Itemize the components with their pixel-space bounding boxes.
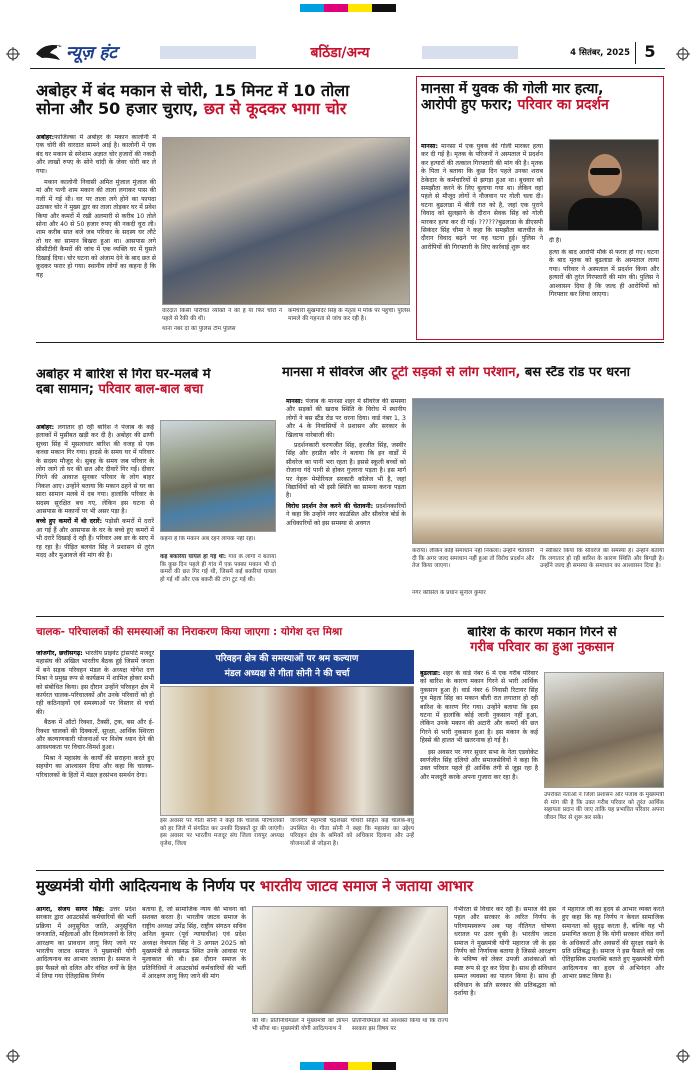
story6-headline [420,626,664,666]
story3-caption-b-text: गांव के लोगों ने बताया कि कुछ दिन पहले ही गांव में एक पक्का मकान भी दो कमरों की छत गिर गई थी, जिसमें कई बकरियां घायल हो गई थीं और एक बकरी की टांग टूट गई थी। [160,554,276,583]
story1-photo [162,137,410,305]
story3-body1: लगातार हो रही बारिश ने पंजाब के कई इलाकों में मुसीबत खड़ी कर दी है। अबोहर की ढाणी सुच्चा सिंह में मूसलाधार बारिश की वजह से एक कच्चा मकान गिर गया। हादसे के समय घर में परिवार के सदस्य मौजूद थे। सुबह के समय जब परिवार के लोग जागे तो घर की छत और दीवारें गिर गईं। दीवार गिरने की आवाज सुनकर परिवार के लोग बाहर निकल आए। उन्होंने बताया कि मकान ढहने से घर का सारा सामान मलबे में दब गया। हालांकि परिवार के सदस्य सुरक्षित बच गए, लेकिन इस घटना से आसपास के मकानों पर भी असर पड़ा है। [36,424,154,516]
story-budhlada-house [420,620,664,866]
story4-subhead: विरोध प्रदर्शन तेज करने की चेतावनी: [286,502,374,510]
color-bar-top [300,4,396,12]
story4-headline-b: बस स्टैंड रोड पर धरना [524,366,631,380]
story3-headline-line1: अबोहर में बारिश से गिरा घर-मलबे में [36,368,211,382]
story6-body2: इस अवसर पर नगर सुधार सभा के नेता एडवोकेट स्वर्णजीत सिंह दलियो और समाजसेवियों ने कहा कि उक्त परिवार पहले ही आर्थिक तंगी से जूझ रहा है और मजदूरी करके अपना गुजारा कर रहा है। [420,748,538,781]
story3-headline-line2: दबा सामान; [36,381,94,397]
story2-dateline: मानसा: [421,143,438,150]
story4-body1: पंजाब के मानसा शहर में सीवरेज की समस्या और सड़कों की खराब स्थिति के विरोध में स्थानीय लोगों ने बस स्टैंड रोड पर धरना दिया। वार्ड नंबर 1, 3 और 4 के निवासियों ने प्रशासन और सरकार के खिलाफ नारेबाजी की। [286,398,406,439]
story7-photo [252,906,448,1014]
story1-body2: मकान कालोनी निवासी अमित मुंजाल मुंजाल की मां और पत्नी शाम मकान की ताला लगाकर पास की गली में गई थी। घर पर ताला लगे होने का फायदा उठाकर चोर ने मुख्य द्वार का ताला तोड़कर घर में प्रवेश किया और कमरों में रखी अलमारी से करीब 10 तोले सोना और 40 से 50 हजार रुपए की नकदी चुरा ली। शाम करीब सात बजे जब परिवार के सदस्य घर लौटे तो घर का सामान बिखरा हुआ था। आसपास लगे सीसीटीवी कैमरों की जांच में एक व्यक्ति घर में घुसते दिखाई दिया। चोर घटना को अंजाम देने के बाद छत से कूदकर फरार हो गया। स्थानीय लोगों का कहना है कि यह [36,179,156,279]
story7-col4: ने महाराज जी का हृदय से आभार व्यक्त करते हुए कहा कि यह निर्णय न केवल सामाजिक समानता को सुदृढ़ करता है, बल्कि यह भी प्रमाणित करता है कि योगी सरकार वंचित वर्गों के अधिकारों और अवसरों की सुरक्षा रखने के प्रति प्रतिबद्ध है। समाज ने इस फैसले को एक ऐतिहासिक उपलब्धि बताते हुए मुख्यमंत्री योगी आदित्यनाथ का हृदय से अभिनंदन और आभार प्रकट किया है। [562,906,664,981]
story3-column [36,424,154,610]
story5-body2: बैठक में ऑटो रिक्शा, टैक्सी, ट्रक, बस और ई-रिक्शा चालकों की दिक्कतों, सुरक्षा, आर्थिक स्थिरता और कल्याणकारी योजनाओं पर विशेष ध्यान देने की आवश्यकता पर विचार-विमर्श हुआ। [36,719,154,752]
story5-headline: चालक- परिचालकों की समस्याओं का निराकरण किया जाएगा : योगेश दत्त मिश्रा [36,626,343,638]
story2-headline-line1: मानसा में युवक की गोली मार हत्या, [421,81,604,97]
story1-caption-b: थाना नंबर दो की पुलिस टीम पुलिस [162,326,236,332]
story3-body2: पड़ोसी कमरों में दरारें आ गई हैं और आसपास के घर के बच्चे हुए कमरों में भी दरारें दिखाई दे रही हैं। परिवार अब डर के साए में रह रहा है। पीड़ित बलवंत सिंह ने प्रशासन से तुरंत मदद और मुआवजे की मांग की है। [36,518,154,560]
story6-photo [544,672,664,788]
logo-bird-icon [34,40,64,64]
story2-body2a: दी है। [549,237,562,244]
masthead-date: 4 सितंबर, 2025 [570,48,630,58]
story6-headline-red: गरीब परिवार का हुआ नुकसान [470,639,614,655]
portrait-face-shape [588,154,622,196]
story5-dateline: जांजगीर, छत्तीसगढ़: [36,650,83,657]
story3-photo [160,420,276,532]
story-mansa-sewerage [282,350,664,612]
masthead-left-band [160,46,256,59]
story-abohar-house-collapse [36,350,276,612]
story1-headline-red: छत से कूदकर भागा चोर [203,99,347,119]
story3-subhead2: कई बकरियां घायल हो गई थीं: [160,554,227,560]
color-bar-bottom [300,1062,396,1070]
story4-caption-a: कराया। लेकिन कोई समाधान नहीं निकला। उन्होंने चेतावनी दी कि अगर जल्द समाधान नहीं हुआ तो विरोध प्रदर्शन और तेज किया जाएगा। [412,548,534,570]
page-number: 5 [644,42,656,61]
portrait-glasses-shape [590,168,620,175]
story7-col3: गंभीरता से विचार कर रही है। समाज की इस पहल और सरकार के त्वरित निर्णय के परिणामस्वरूप अब यह नीतिगत घोषणा धरातल पर उतर चुकी है। भारतीय जाटव समाज ने मुख्यमंत्री योगी महाराज जी के इस निर्णय को निर्णायक बताया है जिससे आरक्षण के भविष्य को लेकर उपजी आशंकाओं को स्पष्ट रूप से दूर कर दिया है। साथ ही संविधान सम्मत व्यवस्था का पालन किया है। साथ ही संविधान के प्रति सरकार की प्रतिबद्धता को दर्शाया है। [454,906,556,998]
row-divider-2 [36,616,664,617]
story-abohar-theft [36,82,412,336]
story4-headline [282,366,664,388]
story5-banner-line2: मंडल अध्यक्ष से गीता सोनी ने की चर्चा [224,669,350,679]
story4-caption-c: ने स्वीकार किया कि सीवरेज की समस्या है। उन्होंने बताया कि लगातार हो रही बारिश के कारण स्थिति और बिगड़ी है। उन्होंने जल्द ही समस्या के समाधान का आश्वासन दिया है। [540,548,664,570]
masthead-right-band [422,46,518,59]
story6-body1: शहर के वार्ड नंबर 6 में एक गरीब परिवार को बारिश के कारण मकान गिरने से भारी आर्थिक नुकसान हुआ है। वार्ड नंबर 6 निवासी रिटायर सिंह पुत्र मेहता सिंह का मकान बीती रात लगातार हो रही बारिश के कारण गिर गया। उन्होंने बताया कि इस घटना में हालांकि कोई जानी नुकसान नहीं हुआ, लेकिन उनके मकान की अटारी और कमरों की छत गिरने से भारी नुकसान हुआ है। इस मकान के कई हिस्से की हालत भी खतरनाक हो गई है। [420,670,538,745]
story7-caption-b: प्रतिनिधिमंडल को आश्वस्त किया था कि राज्य सरकार इस विषय पर [352,1018,448,1032]
registration-mark-right [676,46,690,60]
story2-body1: मानसा में एक युवक की गोली मारकर हत्या कर दी गई है। मृतक के परिजनों ने अस्पताल में प्रदर्शन कर हत्यारों की तत्काल गिरफ्तारी की मांग की है। मृतक के पिता ने बताया कि कुछ दिन पहले उनका शराब ठेकेदार के कर्मचारियों से झगड़ा हुआ था। बुधवार को समझौता करने के लिए बुलाया गया था। लेकिन वहां पहले से मौजूद लोगों ने नौजवान पर गोली चला दी। घटना बुढलाडा में बीती रात को है, जहां एक पुराने विवाद को सुलझाने के दौरान सेवक सिंह को गोली मारकर हत्या कर दी गई। ??????बुढलाडा के डीएसपी सिकंदर सिंह चीमा ने कहा कि समझौता बातचीत के दौरान विवाद बढ़ने पर यह घटना हुई। पुलिस ने आरोपियों की गिरफ्तारी के लिए कार्रवाई शुरू कर [421,143,543,251]
story3-headline [36,368,276,414]
story5-column [36,650,154,864]
story3-caption-b [160,554,276,610]
row-divider-3 [36,870,664,871]
portrait-body-shape [568,198,642,231]
story7-col1 [36,906,136,1040]
row-divider-1 [36,342,664,343]
story6-caption: उपरोक्त नेताओं ने जिला प्रशासन और पंजाब के मुख्यमंत्री से मांग की है कि उक्त गरीब परिवार को तुरंत आर्थिक सहायता प्रदान की जाए ताकि यह प्रभावित परिवार अपना जीवन फिर से शुरू कर सके। [544,792,664,821]
masthead [0,34,696,80]
story1-dateline: अबोहर: [36,134,55,141]
story4-headline-a: मानसा में सीवरेज और [282,366,387,380]
story4-caption-b: नगर कौंसिल के प्रधान सुनील कुमार [412,590,486,596]
registration-mark-left [6,46,20,60]
story-transport-workers [36,620,416,866]
masthead-logo: न्यूज़ हंट [66,43,118,63]
story6-headline-line1: बारिश के कारण मकान गिरने से [467,626,617,640]
story7-col2: बताया है, जो सामाजिक न्याय की भावना को सशक्त करता है। भारतीय जाटव समाज के राष्ट्रीय अध्यक्ष उपेंद्र सिंह, राष्ट्रीय संगठन सचिव अनिल कुमार (पूर्व न्यायाधीश) एवं प्रदेश अध्यक्ष नेत्रपाल सिंह ने 3 अगस्त 2025 को मुख्यमंत्री से लखनऊ स्थित उनके आवास पर मुलाकात की थी। इस दौरान समाज के प्रतिनिधियों ने आउटसोर्स कर्मचारियों की भर्ती में आरक्षण लागू किए जाने की मांग [142,906,246,981]
story2-headline-red: परिवार का प्रदर्शन [517,97,609,114]
story6-column [420,670,538,864]
story-mansa-murder [416,76,664,340]
story3-dateline: अबोहर: [36,424,55,431]
story7-col1-text: उत्तर प्रदेश सरकार द्वारा आउटसोर्स कर्मचारियों की भर्ती प्रक्रिया में अनुसूचित जाति, अनुसूचित जनजाति, महिलाओं और दिव्यांगजनों के लिए आरक्षण का प्रावधान लागू किए जाने पर भारतीय जाटव समाज ने मुख्यमंत्री योगी आदित्यनाथ का आभार जताया है। समाज ने इस फैसले को दलित और वंचित वर्गों के हित में लिया गया ऐतिहासिक निर्णय [36,906,136,981]
masthead-section: बठिंडा/अन्य [310,45,370,61]
story7-dateline: आगरा, संजय सागर सिंह: [36,906,105,913]
story4-body3: प्रदर्शनकारियों ने कहा कि उन्होंने नगर काउंसिल और सीवरेज बोर्ड के अधिकारियों को इस समस्या से अवगत [286,502,406,527]
story2-headline [421,81,661,129]
story5-body1: भारतीय प्राइवेट ट्रांसपोर्ट मजदूर महासंघ की अखिल भारतीय बैठक हुई जिसमें जनता में बने सड़क परिवहन मंडल के अध्यक्ष योगेश दत्त मिश्रा ने प्रमुख रूप से कार्यक्रम में शामिल होकर सभी को संबोधित किया। इस दौरान उन्होंने परिवहन क्षेत्र में कार्यरत चालक-परिचालकों और उनके परिवारों को हो रही कठिनाइयों एवं समस्याओं पर विस्तार से चर्चा की। [36,650,154,716]
story1-headline [36,82,412,130]
story5-photo [160,686,414,816]
story2-column [421,143,543,337]
story5-banner [160,650,414,684]
story1-body1: फाजिल्का में अबोहर के मकान कालोनी में एक चोरी की वारदात सामने आई है। कालोनी में एक बंद घर मकान से सरेशाम अज्ञात चोर हजारों की नकदी और लाखों रुपए के सोने चांदी के जेवर चोरी कर ले गया। [36,134,156,175]
story-jatav-samaj [36,874,664,1044]
story4-column [286,398,406,610]
story2-portrait [549,139,659,231]
story1-caption-a: वारदात किसी परिचित व्यक्ति ने की है या फिर चोरों ने पहले से रैकी की थी। [162,308,282,322]
story5-caption-b: जांजगीर महामंत्री चंद्रशेखर चौधरी सहित कई चालक-बंधु उपस्थित थे। गीता सोनी ने कहा कि महासंघ का उद्देश्य परिवहन क्षेत्र के श्रमिकों को अधिकार दिलाना और उन्हें योजनाओं से जोड़ना है। [290,818,414,847]
story5-caption-a: इस अवसर पर गीता सोनी ने कहा कि चालक परिचालकों को हर जिले में संगठित कर उनकी दिक्कतें दूर की जाएंगी। इस अवसर पर भारतीय मजदूर संघ जिला रायपुर अध्यक्ष वृजेश, जिला [160,818,284,847]
registration-mark-bottom-left [6,1048,20,1062]
story7-headline-red: भारतीय जाटव समाज ने जताया आभार [259,878,474,895]
story1-headline-line1: अबोहर में बंद मकान से चोरी, 15 मिनट में 10 तोला [36,82,350,100]
story2-body2b: हत्या के बाद आरोपी मौके से फरार हो गए। घटना के बाद मृतक को बुढलाडा के अस्पताल लाया गया। परिवार ने अस्पताल में प्रदर्शन किया और हत्यारों की तुरंत गिरफ्तारी की मांग की। पुलिस ने आश्वासन दिया है कि जल्द ही आरोपियों को गिरफ्तार कर लिया जाएगा। [549,249,659,299]
story5-banner-line1: परिवहन क्षेत्र की समस्याओं पर श्रम कल्याण [215,654,359,664]
story4-dateline: मानसा: [286,398,303,405]
story5-body3: मिश्रा ने महासंघ के कार्यों की सराहना करते हुए सहयोग का आश्वासन दिया और कहा कि चालक-परिचालकों के हितों में मंडल हरसंभव समर्थन देगा। [36,754,154,779]
story3-caption-a: कहना है कि मकान अब रहने लायक नहीं रहा। [160,536,256,542]
story4-photo [412,398,664,544]
story6-dateline: बुढलाडा: [420,670,441,677]
masthead-rule [30,68,665,69]
masthead-divider [635,42,636,64]
story4-headline-red: टूटी सड़कों से लोग परेशान, [391,366,521,380]
registration-mark-bottom-right [676,1048,690,1062]
story3-headline-red: परिवार बाल-बाल बचा [98,381,204,397]
story1-column [36,134,156,334]
story1-headline-line2: सोना और 50 हजार चुराए, [36,99,199,119]
story2-headline-line2: आरोपी हुए फरार; [421,97,513,114]
story7-caption-a: की थी। प्रतिनिधिमंडल ने मुख्यमंत्री को ज्ञापन भी सौंपा था। मुख्यमंत्री योगी आदित्यनाथ ने [252,1018,348,1032]
story1-caption-c: कर्मचारी सुखमंदिर सिंह के नेतृत्व में मौके पर पहुंची। पुलिस मामले की गहनता से जांच कर रही है। [288,308,410,322]
story7-headline [36,878,664,902]
story7-headline-a: मुख्यमंत्री योगी आदित्यनाथ के निर्णय पर [36,878,255,895]
story3-subhead1: बच्चे हुए कमरों में थी दरारें: [36,518,103,526]
story4-body2: प्रदर्शनकारी चरणजीत सिंह, हरजीत सिंह, जस्वीर सिंह और हरप्रीत कौर ने बताया कि इन वार्डों में सीवरेज का पानी भरा रहता है। इससे स्कूली बच्चों को रोजाना गंदे पानी से होकर गुजरना पड़ता है। इस मार्ग पर नेहरू मेमोरियल सरकारी कॉलेज भी है, जहां विद्यार्थियों को भी इसी स्थिति का सामना करना पड़ता है। [286,442,406,500]
